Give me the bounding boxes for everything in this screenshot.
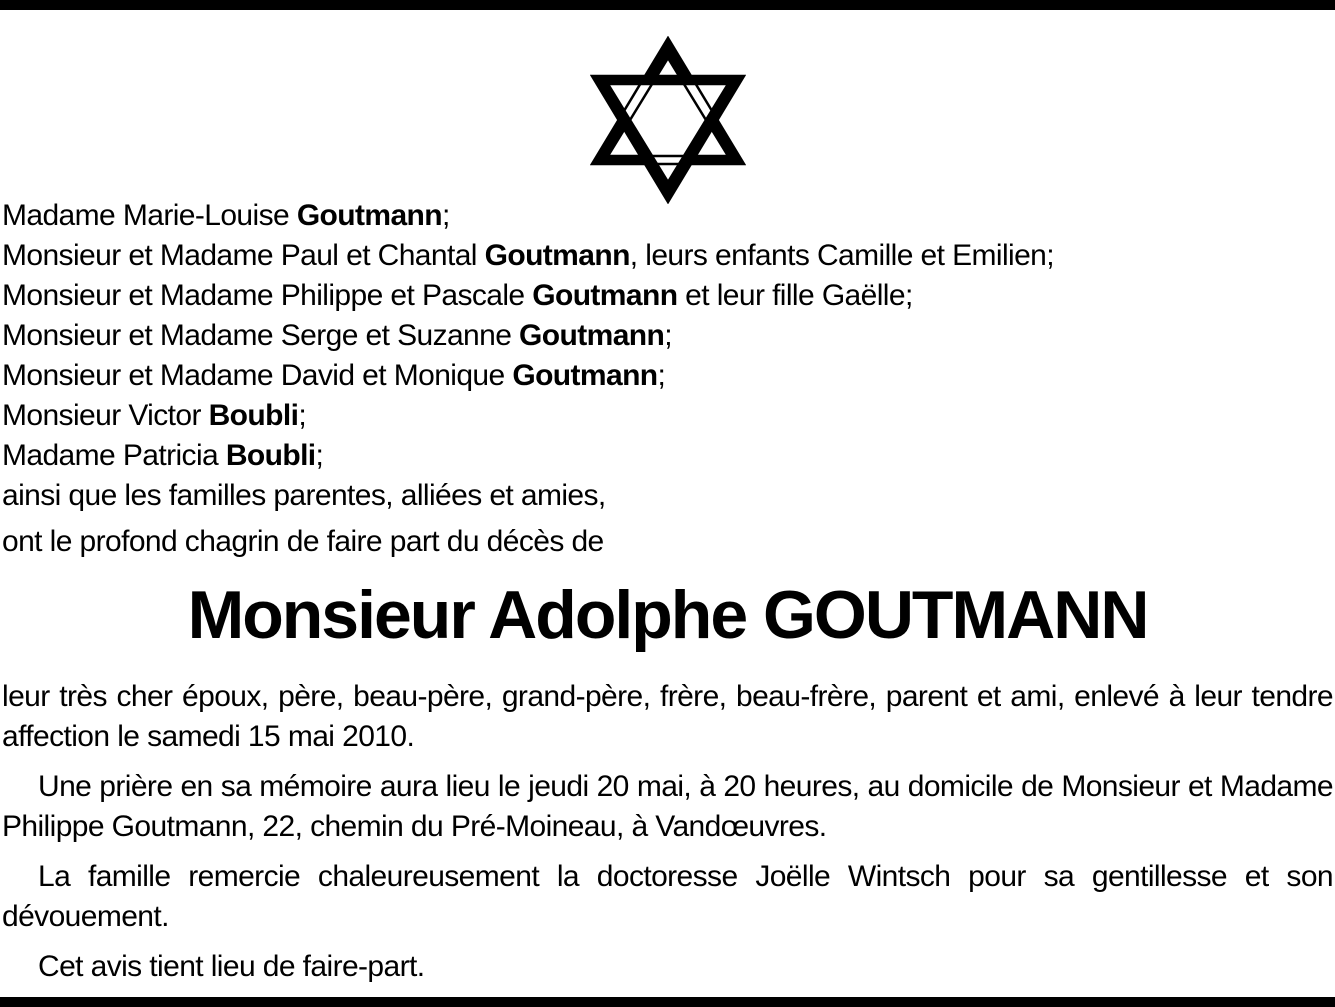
family-name: Goutmann	[512, 359, 658, 392]
bottom-border-rule	[0, 997, 1335, 1007]
families-line: ainsi que les familles parentes, alliées et amies,	[2, 479, 606, 512]
mourner-line: Monsieur Victor Boubli;	[2, 399, 307, 432]
mourner-line: Madame Marie-Louise Goutmann;	[2, 199, 450, 232]
family-name: Goutmann	[532, 279, 678, 312]
family-name: Boubli	[225, 439, 316, 472]
mourner-line: Madame Patricia Boubli;	[2, 439, 324, 472]
notice-paragraph: Cet avis tient lieu de faire-part.	[38, 950, 425, 983]
prayer-paragraph: Une prière en sa mémoire aura lieu le jeudi 20 mai, à 20 heures, au domicile de Monsieur et Madame Philippe Goutmann, 22, chemin du Pré-Moineau, à Vandœuvres.	[2, 770, 1333, 843]
mourner-line: Monsieur et Madame David et Monique Goutmann;	[2, 359, 666, 392]
mourner-line: Monsieur et Madame Philippe et Pascale Goutmann et leur fille Gaëlle;	[2, 279, 913, 312]
notice-body	[2, 677, 1333, 997]
deceased-name: Monsieur Adolphe GOUTMANN	[187, 577, 1148, 653]
mourners-list	[2, 196, 1332, 516]
family-name: Goutmann	[484, 239, 630, 272]
thanks-paragraph: La famille remercie chaleureusement la doctoresse Joëlle Wintsch pour sa gentillesse et son dévouement.	[2, 860, 1333, 933]
mourner-line: Monsieur et Madame Paul et Chantal Goutmann, leurs enfants Camille et Emilien;	[2, 239, 1054, 272]
relation-paragraph: leur très cher époux, père, beau-père, grand-père, frère, beau-frère, parent et ami, enlevé à leur tendre affection le samedi 15 mai 2010.	[2, 680, 1333, 753]
mourner-line: Monsieur et Madame Serge et Suzanne Goutmann;	[2, 319, 672, 352]
family-name: Goutmann	[519, 319, 665, 352]
top-border-rule	[0, 0, 1335, 10]
star-of-david-icon	[590, 36, 746, 204]
announcement-line: ont le profond chagrin de faire part du décès de	[2, 525, 604, 558]
family-name: Boubli	[208, 399, 299, 432]
family-name: Goutmann	[296, 199, 442, 232]
